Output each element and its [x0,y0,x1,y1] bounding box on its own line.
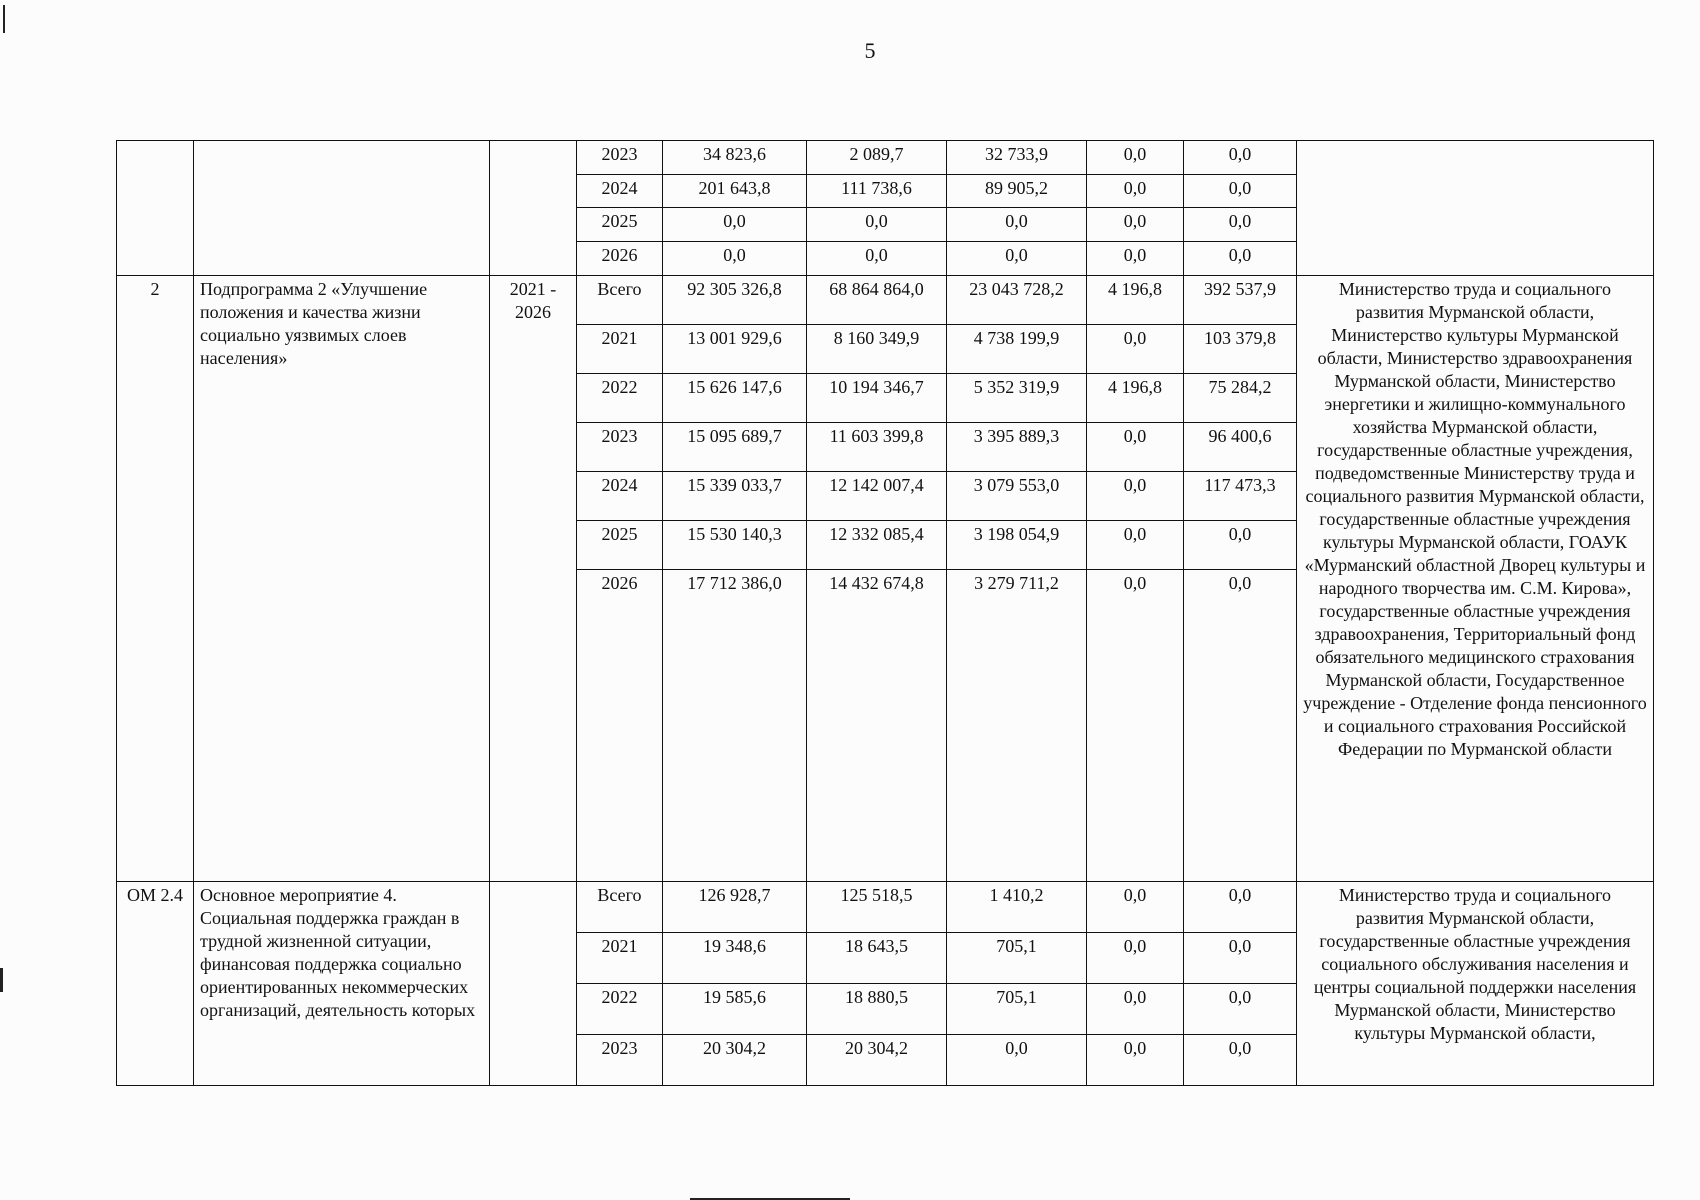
value-cell-3: 0,0 [1087,520,1184,569]
value-cell-3: 0,0 [1087,983,1184,1034]
executor: Министерство труда и социального развития Мурманской области, государственные областные учреждения социального обслуживания населения и центры социальной поддержки населения Мурманской области, Министерство культуры Мурманской области, [1297,881,1654,1085]
table-row [117,275,1654,324]
year-cell: Всего [577,881,663,932]
value-cell-1: 12 142 007,4 [807,471,947,520]
year-cell: 2025 [577,520,663,569]
value-cell-2: 705,1 [947,983,1087,1034]
row-number: ОМ 2.4 [117,881,194,1085]
period: 2021 - 2026 [490,275,577,881]
year-cell: 2025 [577,208,663,242]
period [490,881,577,1085]
value-cell-2: 5 352 319,9 [947,373,1087,422]
value-cell-4: 0,0 [1184,141,1297,175]
year-cell: 2026 [577,242,663,276]
total-cell: 126 928,7 [663,881,807,932]
value-cell-2: 3 279 711,2 [947,570,1087,882]
total-cell: 19 348,6 [663,932,807,983]
total-cell: 17 712 386,0 [663,570,807,882]
value-cell-2: 1 410,2 [947,881,1087,932]
value-cell-3: 0,0 [1087,881,1184,932]
value-cell-3: 0,0 [1087,1034,1184,1085]
year-cell: 2023 [577,141,663,175]
value-cell-2: 0,0 [947,208,1087,242]
value-cell-4: 0,0 [1184,570,1297,882]
value-cell-1: 14 432 674,8 [807,570,947,882]
total-cell: 92 305 326,8 [663,275,807,324]
value-cell-4: 0,0 [1184,208,1297,242]
value-cell-1: 0,0 [807,208,947,242]
year-cell: 2023 [577,1034,663,1085]
value-cell-2: 0,0 [947,242,1087,276]
value-cell-1: 2 089,7 [807,141,947,175]
value-cell-1: 68 864 864,0 [807,275,947,324]
value-cell-4: 0,0 [1184,983,1297,1034]
value-cell-1: 12 332 085,4 [807,520,947,569]
value-cell-4: 0,0 [1184,242,1297,276]
period [490,141,577,276]
value-cell-4: 117 473,3 [1184,471,1297,520]
total-cell: 15 095 689,7 [663,422,807,471]
year-cell: 2021 [577,932,663,983]
value-cell-4: 0,0 [1184,881,1297,932]
value-cell-4: 0,0 [1184,520,1297,569]
total-cell: 34 823,6 [663,141,807,175]
program-name: Основное мероприятие 4. Социальная поддержка граждан в трудной жизненной ситуации, финансовая поддержка социально ориентированных некоммерческих организаций, деятельность которых [194,881,490,1085]
table-row [117,141,1654,175]
value-cell-1: 18 880,5 [807,983,947,1034]
value-cell-4: 392 537,9 [1184,275,1297,324]
value-cell-4: 96 400,6 [1184,422,1297,471]
total-cell: 15 339 033,7 [663,471,807,520]
total-cell: 0,0 [663,242,807,276]
year-cell: 2021 [577,324,663,373]
total-cell: 201 643,8 [663,174,807,208]
total-cell: 19 585,6 [663,983,807,1034]
total-cell: 15 530 140,3 [663,520,807,569]
value-cell-2: 23 043 728,2 [947,275,1087,324]
value-cell-4: 0,0 [1184,932,1297,983]
executor: Министерство труда и социального развития Мурманской области, Министерство культуры Мурманской области, Министерство здравоохранения Мурманской области, Министерство энергетики и жилищно-коммунального хозяйства Мурманской области, государственные областные учреждения, подведомственные Министерству труда и социального развития Мурманской области, государственные областные учреждения культуры Мурманской области, ГОАУК «Мурманский областной Дворец культуры и народного творчества им. С.М. Кирова», государственные областные учреждения здравоохранения, Территориальный фонд обязательного медицинского страхования Мурманской области, Государственное учреждение - Отделение фонда пенсионного и социального страхования Российской Федерации по Мурманской области [1297,275,1654,881]
value-cell-3: 0,0 [1087,208,1184,242]
value-cell-1: 111 738,6 [807,174,947,208]
value-cell-3: 0,0 [1087,570,1184,882]
value-cell-4: 0,0 [1184,174,1297,208]
year-cell: 2024 [577,174,663,208]
page-number: 5 [864,38,876,63]
value-cell-3: 0,0 [1087,471,1184,520]
value-cell-1: 18 643,5 [807,932,947,983]
value-cell-3: 0,0 [1087,174,1184,208]
value-cell-2: 0,0 [947,1034,1087,1085]
value-cell-3: 0,0 [1087,242,1184,276]
year-cell: 2022 [577,373,663,422]
year-cell: 2024 [577,471,663,520]
value-cell-2: 3 198 054,9 [947,520,1087,569]
value-cell-1: 8 160 349,9 [807,324,947,373]
row-number: 2 [117,275,194,881]
value-cell-2: 32 733,9 [947,141,1087,175]
year-cell: 2022 [577,983,663,1034]
year-cell: 2023 [577,422,663,471]
total-cell: 0,0 [663,208,807,242]
value-cell-2: 3 395 889,3 [947,422,1087,471]
value-cell-3: 0,0 [1087,141,1184,175]
value-cell-4: 103 379,8 [1184,324,1297,373]
margin-mark [3,5,5,33]
value-cell-2: 3 079 553,0 [947,471,1087,520]
value-cell-2: 4 738 199,9 [947,324,1087,373]
row-number [117,141,194,276]
program-name: Подпрограмма 2 «Улучшение положения и качества жизни социально уязвимых слоев населения» [194,275,490,881]
program-name [194,141,490,276]
value-cell-4: 0,0 [1184,1034,1297,1085]
margin-mark [0,968,3,992]
value-cell-3: 0,0 [1087,932,1184,983]
year-cell: 2026 [577,570,663,882]
value-cell-3: 4 196,8 [1087,373,1184,422]
value-cell-2: 705,1 [947,932,1087,983]
value-cell-4: 75 284,2 [1184,373,1297,422]
total-cell: 13 001 929,6 [663,324,807,373]
value-cell-1: 10 194 346,7 [807,373,947,422]
value-cell-1: 125 518,5 [807,881,947,932]
executor [1297,141,1654,276]
total-cell: 15 626 147,6 [663,373,807,422]
value-cell-3: 0,0 [1087,324,1184,373]
value-cell-3: 0,0 [1087,422,1184,471]
value-cell-1: 0,0 [807,242,947,276]
financing-table [116,140,1654,1086]
year-cell: Всего [577,275,663,324]
value-cell-1: 11 603 399,8 [807,422,947,471]
value-cell-2: 89 905,2 [947,174,1087,208]
table-row [117,881,1654,932]
total-cell: 20 304,2 [663,1034,807,1085]
value-cell-3: 4 196,8 [1087,275,1184,324]
value-cell-1: 20 304,2 [807,1034,947,1085]
